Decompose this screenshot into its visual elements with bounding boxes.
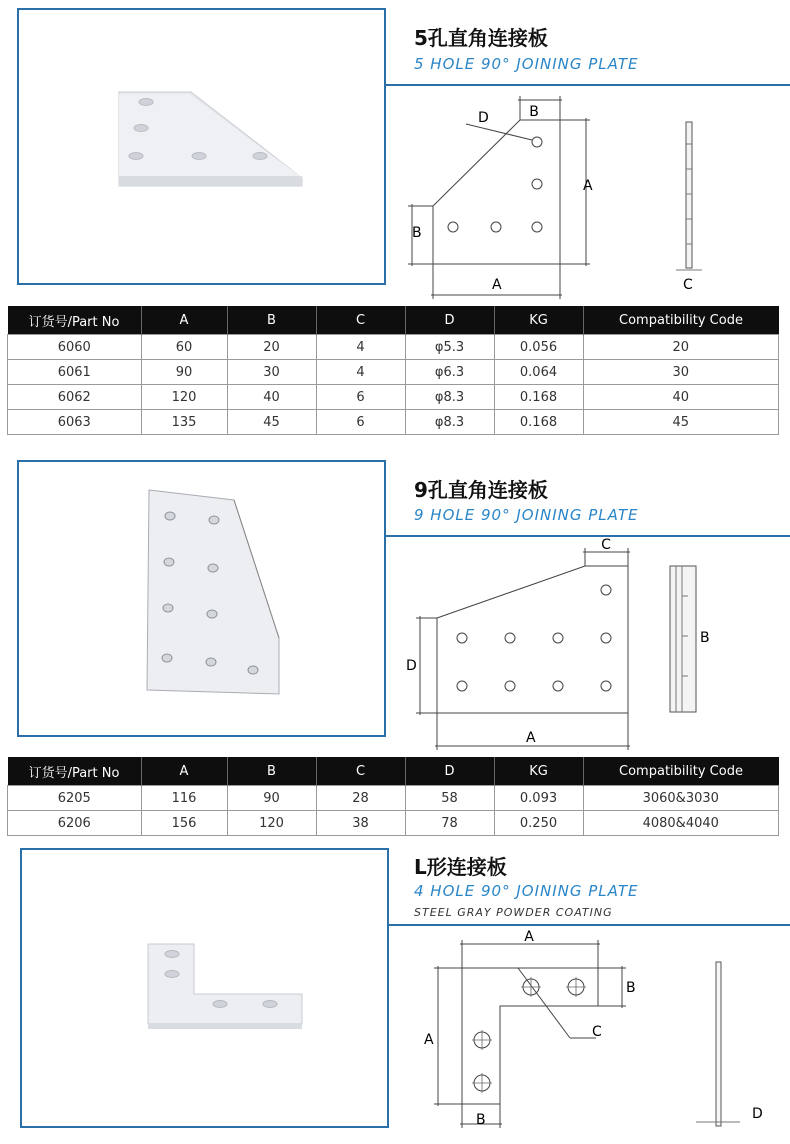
cell: 78 (405, 811, 494, 836)
dim-label-a-bottom: A (492, 277, 502, 293)
drawing-l-plate (400, 926, 790, 1142)
cell: 6206 (8, 811, 142, 836)
dim-label-c: C (592, 1024, 602, 1040)
col-a: A (141, 306, 227, 335)
table-row (8, 811, 779, 836)
plate-image-9-hole (19, 462, 384, 735)
cell: 30 (227, 360, 316, 385)
cell: 0.056 (494, 335, 583, 360)
col-c: C (316, 306, 405, 335)
table-row (8, 360, 779, 385)
col-b: B (227, 306, 316, 335)
plate-image-l-plate (22, 850, 387, 1126)
cell: 120 (141, 385, 227, 410)
section-title-cn: L形连接板 (414, 855, 507, 879)
table-row (8, 786, 779, 811)
dim-label-a-left: A (424, 1032, 434, 1048)
dim-label-d: D (752, 1106, 763, 1122)
dim-label-a-right: A (583, 178, 593, 194)
cell: 40 (227, 385, 316, 410)
dim-label-b-top: B (529, 104, 539, 120)
cell: 6060 (8, 335, 142, 360)
cell: φ8.3 (405, 385, 494, 410)
cell: 116 (141, 786, 227, 811)
table-row (8, 335, 779, 360)
dim-label-a: A (526, 730, 536, 746)
cell: 0.168 (494, 385, 583, 410)
col-kg: KG (494, 306, 583, 335)
col-d: D (405, 757, 494, 786)
spec-table-9-hole (7, 757, 779, 836)
cell: 0.093 (494, 786, 583, 811)
col-kg: KG (494, 757, 583, 786)
cell: φ8.3 (405, 410, 494, 435)
dim-label-c: C (683, 277, 693, 293)
drawing-5-hole (400, 94, 790, 302)
cell: φ5.3 (405, 335, 494, 360)
cell: 0.250 (494, 811, 583, 836)
dim-label-b-right: B (626, 980, 636, 996)
table-header-row (8, 757, 779, 786)
cell: 6 (316, 410, 405, 435)
cell: 4080&4040 (583, 811, 779, 836)
col-b: B (227, 757, 316, 786)
cell: 3060&3030 (583, 786, 779, 811)
cell: 45 (227, 410, 316, 435)
cell: 120 (227, 811, 316, 836)
dim-label-d: D (406, 658, 417, 674)
table-row (8, 410, 779, 435)
col-part-no: 订货号/Part No (8, 757, 142, 786)
table-row (8, 385, 779, 410)
coating-note: STEEL GRAY POWDER COATING (414, 906, 613, 919)
dim-label-d: D (478, 110, 489, 126)
cell: 156 (141, 811, 227, 836)
cell: 38 (316, 811, 405, 836)
cell: 6 (316, 385, 405, 410)
section-title-en: 5 HOLE 90° JOINING PLATE (414, 55, 639, 73)
col-d: D (405, 306, 494, 335)
col-compat: Compatibility Code (583, 757, 779, 786)
dim-label-b: B (700, 630, 710, 646)
dim-label-b-bottom: B (476, 1112, 486, 1128)
product-photo-l-plate (20, 848, 389, 1128)
cell: 58 (405, 786, 494, 811)
table-header-row (8, 306, 779, 335)
cell: 30 (583, 360, 779, 385)
cell: 0.064 (494, 360, 583, 385)
plate-image-5-hole (19, 10, 384, 283)
col-a: A (141, 757, 227, 786)
section-title-en: 4 HOLE 90° JOINING PLATE (414, 882, 639, 900)
col-part-no: 订货号/Part No (8, 306, 142, 335)
cell: 135 (141, 410, 227, 435)
drawing-9-hole (400, 536, 790, 754)
section-title-cn: 9孔直角连接板 (414, 478, 548, 502)
dim-label-b-left: B (412, 225, 422, 241)
cell: 20 (227, 335, 316, 360)
cell: 4 (316, 335, 405, 360)
cell: 6063 (8, 410, 142, 435)
section-divider (386, 84, 790, 86)
col-compat: Compatibility Code (583, 306, 779, 335)
spec-table-5-hole (7, 306, 779, 435)
cell: 6205 (8, 786, 142, 811)
section-title-en: 9 HOLE 90° JOINING PLATE (414, 506, 639, 524)
cell: 90 (141, 360, 227, 385)
cell: 0.168 (494, 410, 583, 435)
cell: 6061 (8, 360, 142, 385)
dim-label-a-top: A (524, 929, 534, 945)
cell: 20 (583, 335, 779, 360)
cell: 6062 (8, 385, 142, 410)
cell: 28 (316, 786, 405, 811)
cell: 45 (583, 410, 779, 435)
col-c: C (316, 757, 405, 786)
cell: 90 (227, 786, 316, 811)
cell: 60 (141, 335, 227, 360)
product-photo-5-hole (17, 8, 386, 285)
product-photo-9-hole (17, 460, 386, 737)
cell: φ6.3 (405, 360, 494, 385)
cell: 4 (316, 360, 405, 385)
section-title-cn: 5孔直角连接板 (414, 26, 548, 50)
cell: 40 (583, 385, 779, 410)
dim-label-c: C (601, 537, 611, 553)
